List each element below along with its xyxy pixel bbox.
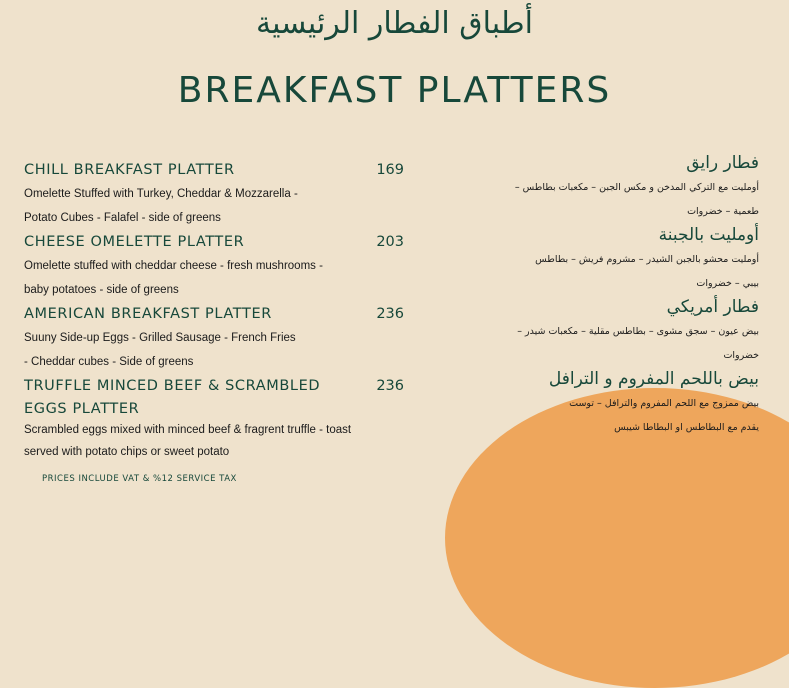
menu-item-arabic-chill (429, 150, 759, 224)
menu-item-truffle-beef (24, 374, 404, 464)
menu-item-name: AMERICAN BREAKFAST PLATTER (24, 306, 272, 322)
menu-item-name-arabic: فطار أمريكي (666, 297, 759, 317)
page-title: BREAKFAST PLATTERS (177, 70, 612, 111)
menu-item-description-arabic: بيبي – خضروات (696, 278, 759, 289)
menu-item-arabic-american (429, 294, 759, 368)
title-arabic: أطباق الفطار الرئيسية (256, 6, 533, 41)
menu-item-price: 203 (376, 234, 404, 250)
menu-item-description: Omelette stuffed with cheddar cheese - fresh mushrooms - (24, 260, 323, 272)
menu-item-price: 169 (376, 162, 404, 178)
menu-item-description-arabic: بيض ممزوج مع اللحم المفروم والترافل – توست (569, 398, 759, 409)
menu-item-description: Suuny Side-up Eggs - Grilled Sausage - French Fries (24, 332, 296, 344)
menu-item-description-arabic: أومليت مع التركي المدخن و مكس الجبن – مكعبات بطاطس – (514, 182, 759, 193)
menu-item-description-arabic: طعمية – خضروات (687, 206, 759, 217)
menu-item-description: served with potato chips or sweet potato (24, 446, 230, 458)
menu-item-description-arabic: يقدم مع البطاطس او البطاطا شيبس (614, 422, 759, 433)
menu-item-name-arabic: أومليت بالجبنة (658, 225, 759, 245)
price-footnote: PRICES INCLUDE VAT & %12 SERVICE TAX (42, 474, 237, 484)
menu-item-description-arabic: بيض عيون – سجق مشوى – بطاطس مقلية – مكعبات شيدر – (517, 326, 759, 337)
menu-item-name-arabic: بيض باللحم المفروم و الترافل (548, 369, 759, 389)
menu-item-price: 236 (376, 306, 404, 322)
menu-item-american-breakfast (24, 302, 404, 374)
menu-item-description: - Cheddar cubes - Side of greens (24, 356, 194, 368)
menu-item-description-arabic: أومليت محشو بالجبن الشيدر – مشروم فريش – بطاطس (535, 254, 759, 265)
menu-item-price: 236 (376, 378, 404, 394)
menu-item-name: TRUFFLE MINCED BEEF & SCRAMBLED (24, 378, 321, 394)
menu-item-chill-breakfast (24, 158, 404, 230)
menu-item-arabic-truffle-beef (429, 366, 759, 440)
menu-item-description: Omelette Stuffed with Turkey, Cheddar & Mozzarella - (24, 188, 298, 200)
menu-item-name-continued: EGGS PLATTER (24, 401, 140, 417)
menu-item-description-arabic: خضروات (723, 350, 759, 361)
menu-item-description: baby potatoes - side of greens (24, 284, 179, 296)
menu-item-cheese-omelette (24, 230, 404, 302)
menu-item-name: CHILL BREAKFAST PLATTER (24, 162, 235, 178)
menu-item-description: Scrambled eggs mixed with minced beef & fragrent truffle - toast (24, 424, 352, 436)
menu-item-name-arabic: فطار رايق (686, 153, 759, 173)
menu-item-name: CHEESE OMELETTE PLATTER (24, 234, 245, 250)
menu-item-arabic-cheese-omelette (429, 222, 759, 296)
menu-item-description: Potato Cubes - Falafel - side of greens (24, 212, 221, 224)
